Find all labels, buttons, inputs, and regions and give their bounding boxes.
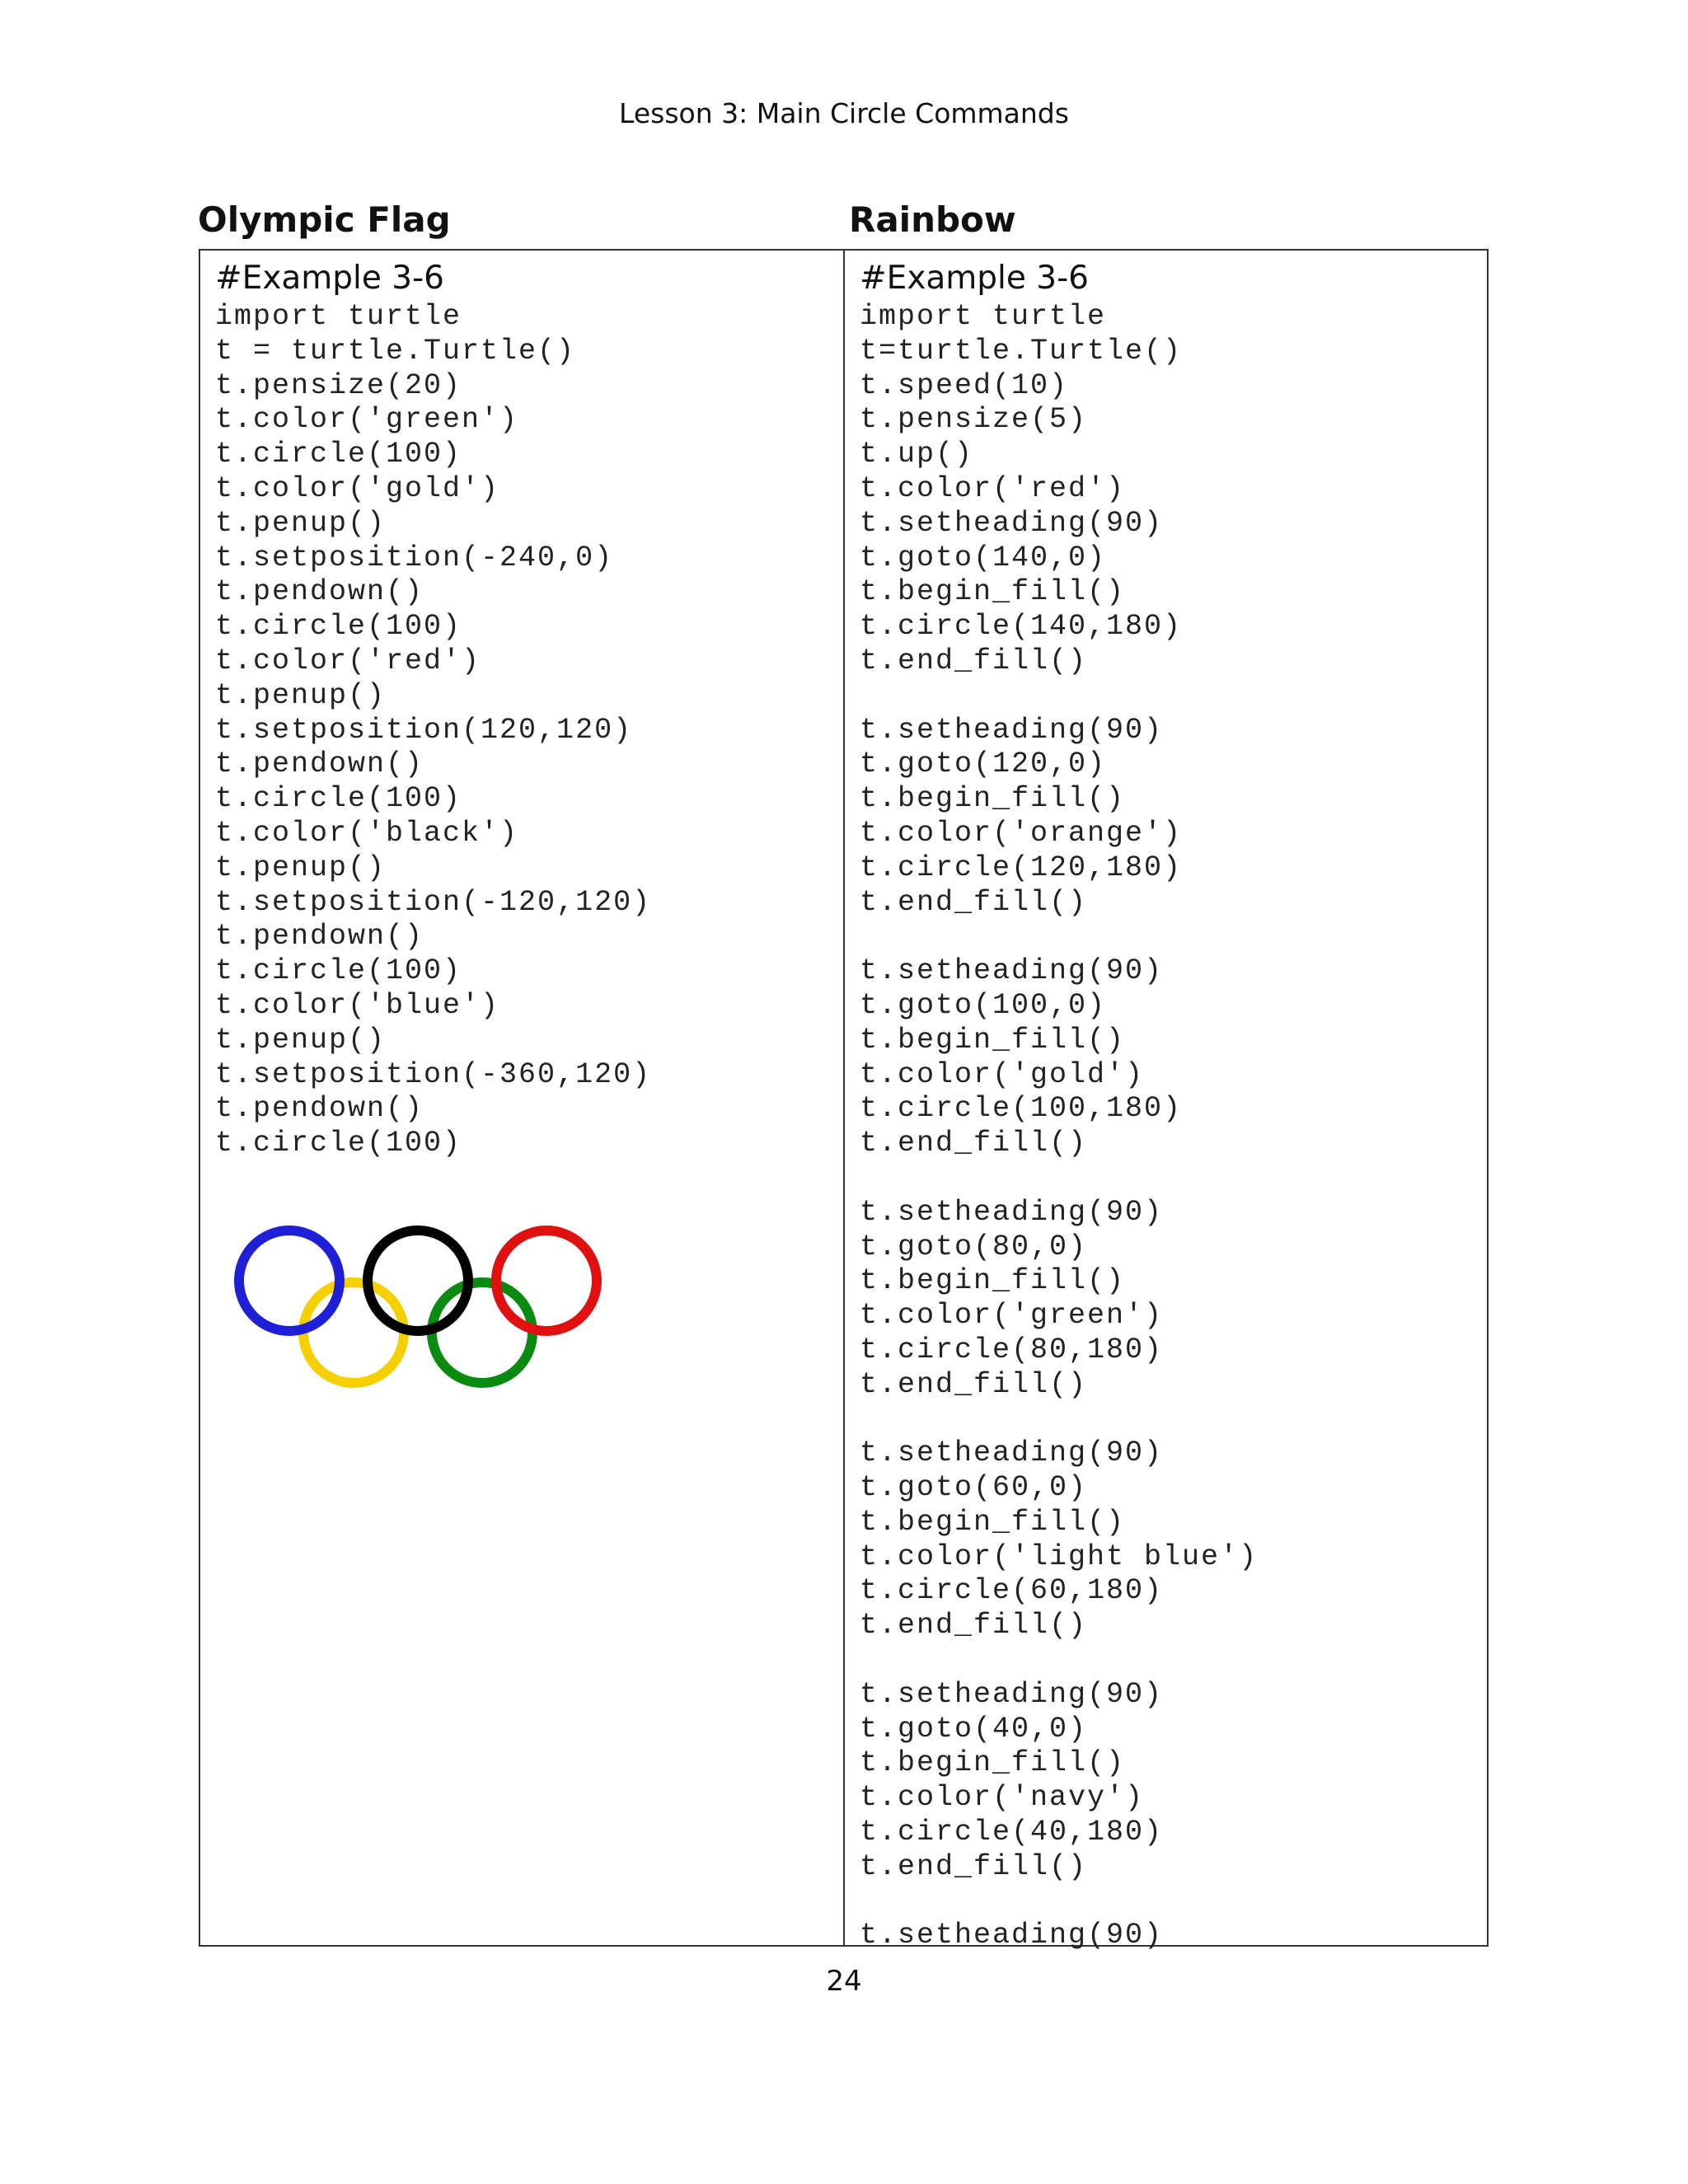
olympic-code-line: t.setposition(-120,120) (215, 885, 652, 919)
rainbow-code-line (860, 679, 1487, 714)
olympic-code-line: t.setposition(-360,120) (215, 1057, 652, 1091)
olympic-code-line: t.pendown() (215, 920, 424, 954)
rainbow-code-line: t.begin_fill() (860, 1746, 1126, 1780)
rainbow-code-line: t.begin_fill() (860, 575, 1126, 609)
olympic-code-line: t.setposition(120,120) (215, 713, 633, 747)
gold-ring (303, 1282, 404, 1383)
olympic-code-line: t.color('green') (215, 403, 519, 437)
rainbow-code-line: t.color('orange') (860, 816, 1183, 850)
olympic-code-line: t.penup() (215, 678, 387, 712)
rainbow-code-line: t.circle(100,180) (860, 1092, 1183, 1126)
olympic-code-line: t.circle(100) (215, 438, 462, 471)
rainbow-code-line: t.circle(60,180) (860, 1574, 1164, 1608)
rainbow-code-line: t.goto(40,0) (860, 1712, 1088, 1746)
olympic-code-line: t.penup() (215, 1023, 387, 1057)
olympic-code-line: t.color('gold') (215, 471, 500, 505)
rainbow-code-line: t.color('gold') (860, 1057, 1145, 1091)
olympic-code-line: t.color('black') (215, 816, 519, 850)
olympic-code-line: import turtle (215, 300, 462, 333)
olympic-flag-title: Olympic Flag (198, 199, 451, 240)
rainbow-code-line: t.setheading(90) (860, 1677, 1164, 1711)
rainbow-code-line (860, 1885, 1487, 1919)
rainbow-code-line: t.end_fill() (860, 1849, 1088, 1883)
rainbow-code-line: t.begin_fill() (860, 1505, 1126, 1539)
rainbow-code-block (860, 300, 1487, 1953)
rainbow-cell (845, 251, 1487, 1952)
rainbow-code-line: t.speed(10) (860, 368, 1069, 402)
olympic-rings-image (233, 1211, 612, 1408)
rainbow-code-line: t.color('red') (860, 471, 1126, 505)
olympic-code-line: t.pensize(20) (215, 368, 462, 402)
olympic-code-line: t.color('red') (215, 644, 481, 677)
rainbow-code-line (860, 920, 1487, 954)
olympic-code-line: t.setposition(-240,0) (215, 541, 614, 574)
olympic-example-heading: #Example 3-6 (215, 260, 444, 297)
rainbow-code-line: import turtle (860, 300, 1107, 333)
rainbow-code-line: t.color('navy') (860, 1781, 1145, 1815)
black-ring (368, 1230, 468, 1331)
olympic-code-line: t.pendown() (215, 575, 424, 609)
rainbow-code-line: t.up() (860, 438, 974, 471)
olympic-code-line: t.color('blue') (215, 988, 500, 1022)
rainbow-title: Rainbow (849, 199, 1016, 240)
rainbow-code-line: t.setheading(90) (860, 954, 1164, 988)
rainbow-code-line: t.begin_fill() (860, 1264, 1126, 1298)
rainbow-code-line: t.setheading(90) (860, 1919, 1164, 1952)
rainbow-code-line: t.circle(80,180) (860, 1333, 1164, 1366)
olympic-code-line: t.pendown() (215, 1092, 424, 1126)
rainbow-code-line: t.circle(120,180) (860, 851, 1183, 884)
olympic-code-line: t.circle(100) (215, 954, 462, 988)
page-header: Lesson 3: Main Circle Commands (619, 97, 1069, 129)
rainbow-code-line: t.goto(120,0) (860, 748, 1107, 781)
rainbow-code-line: t.end_fill() (860, 885, 1088, 919)
code-table (199, 249, 1489, 1952)
rainbow-code-line: t.goto(80,0) (860, 1230, 1088, 1263)
rainbow-code-line: t.end_fill() (860, 1367, 1088, 1401)
olympic-code-line: t.penup() (215, 506, 387, 540)
red-ring (496, 1230, 597, 1331)
olympic-code-line: t.circle(100) (215, 610, 462, 644)
olympic-code-line: t.penup() (215, 851, 387, 884)
olympic-code-line: t = turtle.Turtle() (215, 334, 576, 368)
olympic-flag-cell (200, 251, 845, 1945)
rainbow-code-line: t.circle(40,180) (860, 1816, 1164, 1849)
rainbow-code-line: t.circle(140,180) (860, 610, 1183, 644)
rainbow-code-line: t.end_fill() (860, 644, 1088, 677)
olympic-code-line: t.circle(100) (215, 1127, 462, 1160)
olympic-code-block (215, 300, 843, 1161)
rainbow-code-line: t.begin_fill() (860, 782, 1126, 816)
rainbow-code-line: t.setheading(90) (860, 506, 1164, 540)
rainbow-code-line: t.color('green') (860, 1299, 1164, 1333)
rainbow-code-line: t.end_fill() (860, 1609, 1088, 1643)
rainbow-code-line: t.begin_fill() (860, 1023, 1126, 1057)
blue-ring (239, 1230, 340, 1331)
rainbow-code-line: t.color('light blue') (860, 1540, 1259, 1573)
rainbow-example-heading: #Example 3-6 (860, 260, 1089, 297)
rainbow-code-line: t.pensize(5) (860, 403, 1088, 437)
rainbow-code-line (860, 1643, 1487, 1678)
olympic-code-line: t.circle(100) (215, 782, 462, 816)
rainbow-code-line (860, 1161, 1487, 1196)
rainbow-code-line: t.end_fill() (860, 1127, 1088, 1160)
rainbow-code-line (860, 1403, 1487, 1437)
olympic-code-line: t.pendown() (215, 748, 424, 781)
page-number: 24 (826, 1965, 862, 1998)
rainbow-code-line: t.goto(60,0) (860, 1471, 1088, 1505)
rainbow-code-line: t.goto(100,0) (860, 988, 1107, 1022)
rainbow-code-line: t=turtle.Turtle() (860, 334, 1183, 368)
rainbow-code-line: t.goto(140,0) (860, 541, 1107, 574)
rainbow-code-line: t.setheading(90) (860, 1195, 1164, 1229)
rainbow-code-line: t.setheading(90) (860, 713, 1164, 747)
rainbow-code-line: t.setheading(90) (860, 1436, 1164, 1470)
green-ring (432, 1282, 532, 1383)
